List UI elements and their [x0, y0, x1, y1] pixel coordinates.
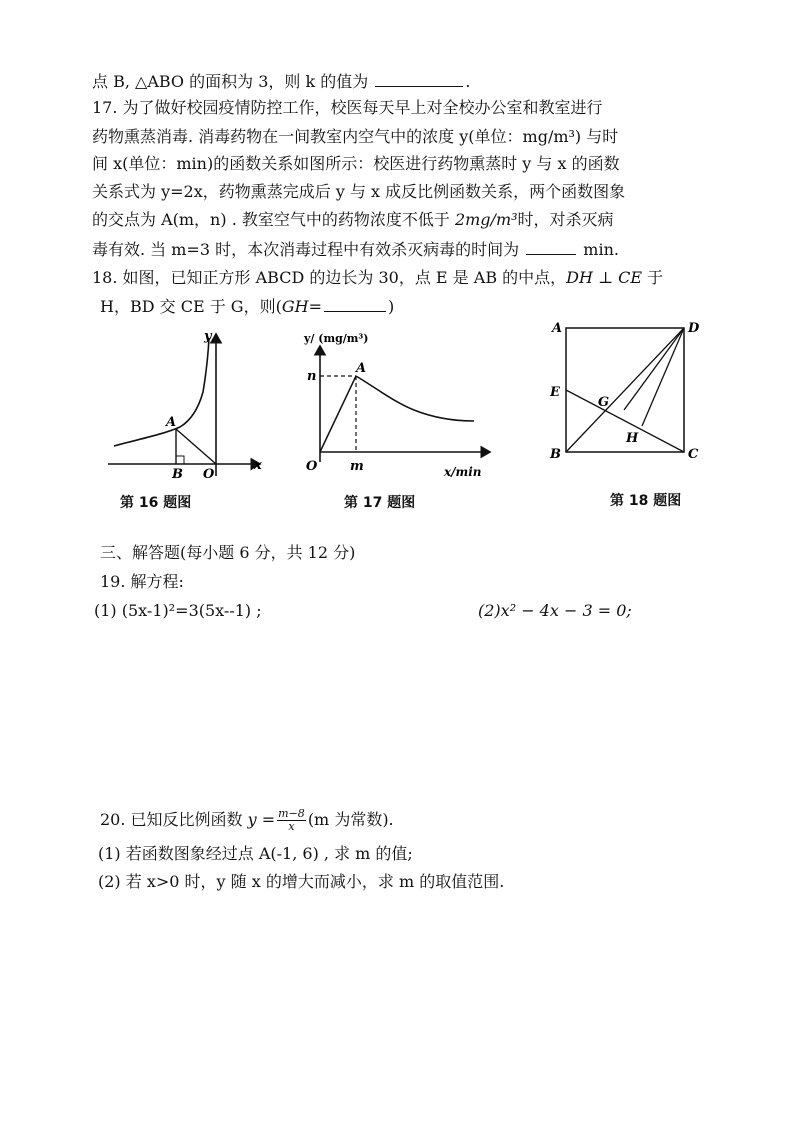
fig18-label-E: E [550, 385, 560, 400]
q16-tail-line [92, 72, 470, 92]
q19-part2: (2)x² − 4x − 3 = 0; [478, 601, 632, 620]
fig16-caption: 第 16 题图 [120, 495, 192, 511]
q20-y-equals: y = [247, 810, 276, 829]
q20-fraction-denominator: x [288, 820, 295, 833]
fig16-label-O: O [203, 467, 215, 482]
q18-line-2 [100, 297, 394, 317]
q20-title-a: 20. 已知反比例函数 [100, 810, 248, 829]
fig17-label-y: y/ (mg/m³) [304, 332, 369, 345]
fig17-line-segment [320, 376, 356, 452]
q18-gh: GH= [281, 297, 322, 316]
fig17-label-A: A [356, 361, 367, 376]
q16-tail-text: 点 B, △ABO 的面积为 3，则 k 的值为 [92, 72, 369, 91]
fig18-segment-EC [566, 390, 684, 452]
fig17-label-m: m [350, 459, 364, 474]
fig18-label-A: A [552, 321, 563, 336]
q19-part1: (1) (5x-1)²=3(5x--1) ; [94, 601, 262, 620]
fig18-caption: 第 18 题图 [610, 493, 682, 509]
fig16-segment-AO [176, 429, 216, 464]
q17-line-6a: 毒有效. 当 m=3 时，本次消毒过程中有效杀灭病毒的时间为 [92, 240, 520, 259]
q16-answer-blank[interactable] [375, 72, 463, 87]
q19-title: 19. 解方程: [100, 572, 184, 591]
q17-line-6 [92, 240, 619, 260]
q17-line-6b: min. [583, 240, 619, 259]
q18-perp: DH ⊥ CE [566, 268, 643, 287]
fig18-label-H: H [626, 431, 639, 446]
fig17-label-x: x/min [444, 465, 482, 479]
fig16-right-angle [176, 456, 184, 464]
q17-line-3: 间 x(单位：min)的函数关系如图所示：校医进行药物熏蒸时 y 与 x 的函数 [92, 154, 620, 173]
q20-fraction [277, 808, 306, 833]
figure-17 [294, 326, 494, 486]
q20-part1: (1) 若函数图象经过点 A(-1, 6) , 求 m 的值; [98, 844, 413, 863]
fig17-decay-curve [356, 376, 474, 421]
fig16-label-x: x [254, 458, 262, 473]
q17-line-1: 17. 为了做好校园疫情防控工作，校医每天早上对全校办公室和教室进行 [92, 98, 603, 117]
q18-line-2a: H，BD 交 CE 于 G，则( [100, 297, 282, 316]
q17-answer-blank[interactable] [526, 240, 576, 255]
q17-line-2: 药物熏蒸消毒. 消毒药物在一间教室内空气中的浓度 y(单位：mg/m³) 与时 [92, 127, 619, 146]
q17-line-5b: 时，对杀灭病 [517, 210, 614, 229]
figure-16 [104, 326, 274, 486]
q18-line-2b: ) [387, 297, 395, 316]
figure-18 [546, 318, 706, 468]
q18-line-1a: 18. 如图，已知正方形 ABCD 的边长为 30，点 E 是 AB 的中点， [92, 268, 567, 287]
fig18-label-B: B [550, 447, 561, 462]
q20-part2: (2) 若 x>0 时，y 随 x 的增大而减小，求 m 的取值范围. [98, 872, 505, 891]
q17-line-4: 关系式为 y=2x，药物熏蒸完成后 y 与 x 成反比例函数关系，两个函数图象 [92, 182, 626, 201]
q20-title [100, 808, 394, 833]
q20-title-b: (m 为常数). [307, 810, 394, 829]
fig18-label-C: C [688, 447, 699, 462]
fig16-label-B: B [172, 467, 183, 482]
q17-line-5 [92, 210, 614, 230]
fig16-label-y: y [204, 329, 212, 344]
section3-heading: 三、解答题(每小题 6 分，共 12 分) [100, 543, 356, 562]
q18-line-1 [92, 268, 663, 288]
fig17-caption: 第 17 题图 [344, 495, 416, 511]
q17-line-5a: 的交点为 A(m，n) . 教室空气中的药物浓度不低于 [92, 210, 455, 229]
fig17-label-n: n [307, 369, 317, 384]
q20-fraction-numerator: m−8 [278, 807, 305, 820]
q18-line-1b: 于 [642, 268, 664, 287]
q18-answer-blank[interactable] [324, 297, 386, 312]
fig17-label-O: O [306, 459, 318, 474]
fig18-segment-BD [566, 328, 684, 452]
q16-tail-end: . [465, 72, 471, 91]
fig16-label-A: A [166, 415, 177, 430]
q17-concentration: 2mg/m³ [454, 210, 518, 229]
fig16-hyperbola [114, 338, 209, 446]
fig18-label-G: G [598, 395, 610, 410]
fig18-label-D: D [688, 321, 700, 336]
